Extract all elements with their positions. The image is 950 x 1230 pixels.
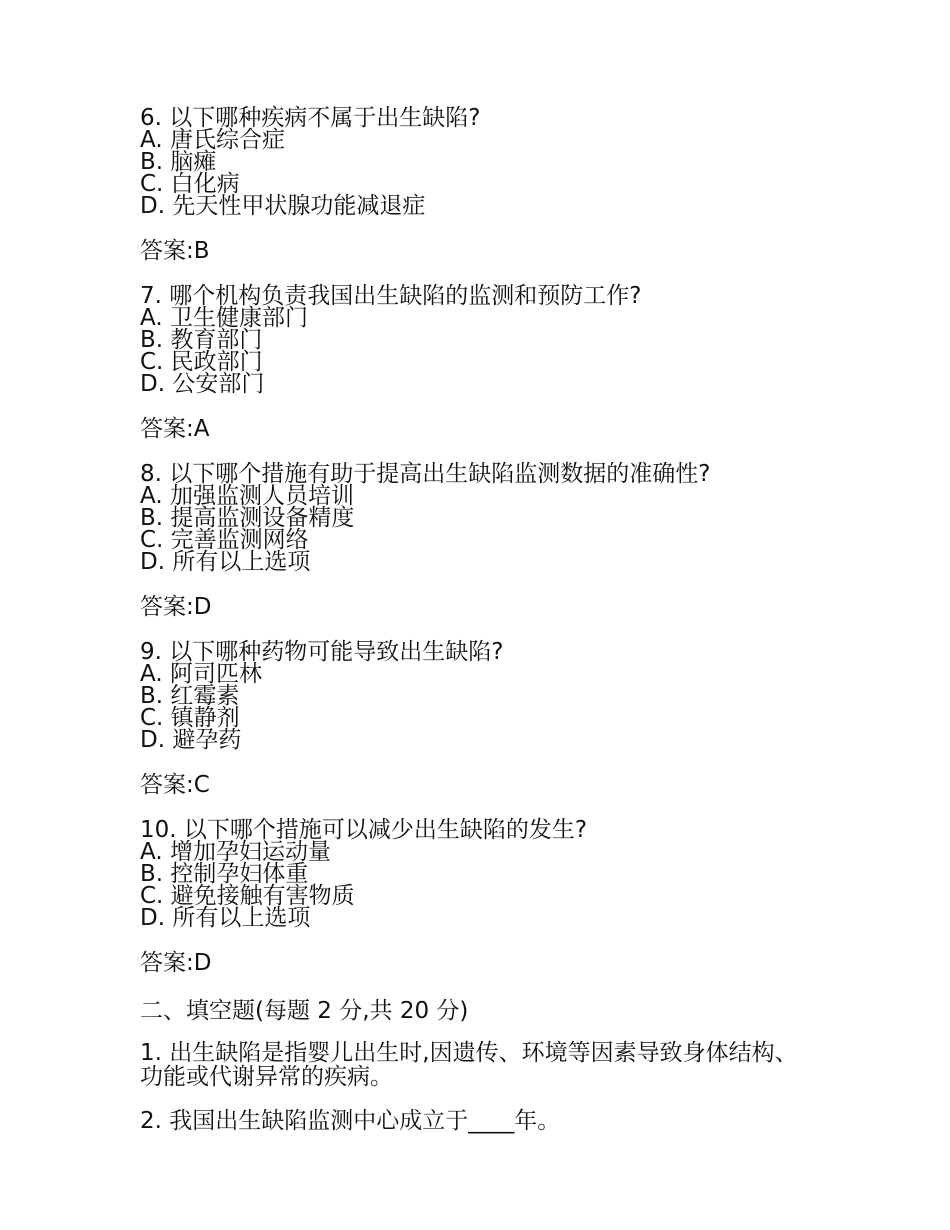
answer: 答案:A	[140, 416, 210, 442]
option-b: B. 控制孕妇体重	[140, 861, 309, 887]
option-d: D. 所有以上选项	[140, 905, 311, 931]
option-a: A. 唐氏综合症	[140, 127, 285, 153]
question-8	[140, 463, 820, 621]
question-text: 7. 哪个机构负责我国出生缺陷的监测和预防工作?	[140, 283, 642, 309]
question-10	[140, 819, 820, 977]
question-6	[140, 107, 820, 265]
option-d: D. 避孕药	[140, 727, 242, 753]
option-c: C. 民政部门	[140, 349, 263, 375]
option-a: A. 阿司匹林	[140, 661, 262, 687]
option-c: C. 白化病	[140, 171, 240, 197]
answer: 答案:C	[140, 772, 210, 798]
option-b: B. 提高监测设备精度	[140, 505, 355, 531]
option-c: C. 镇静剂	[140, 705, 240, 731]
option-a: A. 卫生健康部门	[140, 305, 308, 331]
option-c: C. 避免接触有害物质	[140, 883, 355, 909]
option-a: A. 加强监测人员培训	[140, 483, 354, 509]
question-7	[140, 285, 820, 443]
answer: 答案:D	[140, 950, 212, 976]
option-a: A. 增加孕妇运动量	[140, 839, 331, 865]
question-text: 6. 以下哪种疾病不属于出生缺陷?	[140, 105, 481, 131]
option-d: D. 所有以上选项	[140, 549, 311, 575]
question-text: 10. 以下哪个措施可以减少出生缺陷的发生?	[140, 817, 588, 843]
document-page	[140, 107, 820, 1153]
option-d: D. 公安部门	[140, 371, 265, 397]
option-d: D. 先天性甲状腺功能减退症	[140, 193, 426, 219]
fill-in-item-2: 2. 我国出生缺陷监测中心成立于____年。	[140, 1108, 561, 1134]
question-text: 9. 以下哪种药物可能导致出生缺陷?	[140, 639, 504, 665]
option-c: C. 完善监测网络	[140, 527, 309, 553]
option-b: B. 脑瘫	[140, 149, 217, 175]
answer: 答案:D	[140, 594, 212, 620]
question-text: 8. 以下哪个措施有助于提高出生缺陷监测数据的准确性?	[140, 461, 711, 487]
option-b: B. 教育部门	[140, 327, 263, 353]
fill-in-item-1: 1. 出生缺陷是指婴儿出生时,因遗传、环境等因素导致身体结构、功能或代谢异常的疾病。	[140, 1040, 798, 1090]
question-9	[140, 641, 820, 799]
option-b: B. 红霉素	[140, 683, 240, 709]
section-title: 二、填空题(每题 2 分,共 20 分)	[140, 998, 469, 1024]
answer: 答案:B	[140, 238, 210, 264]
